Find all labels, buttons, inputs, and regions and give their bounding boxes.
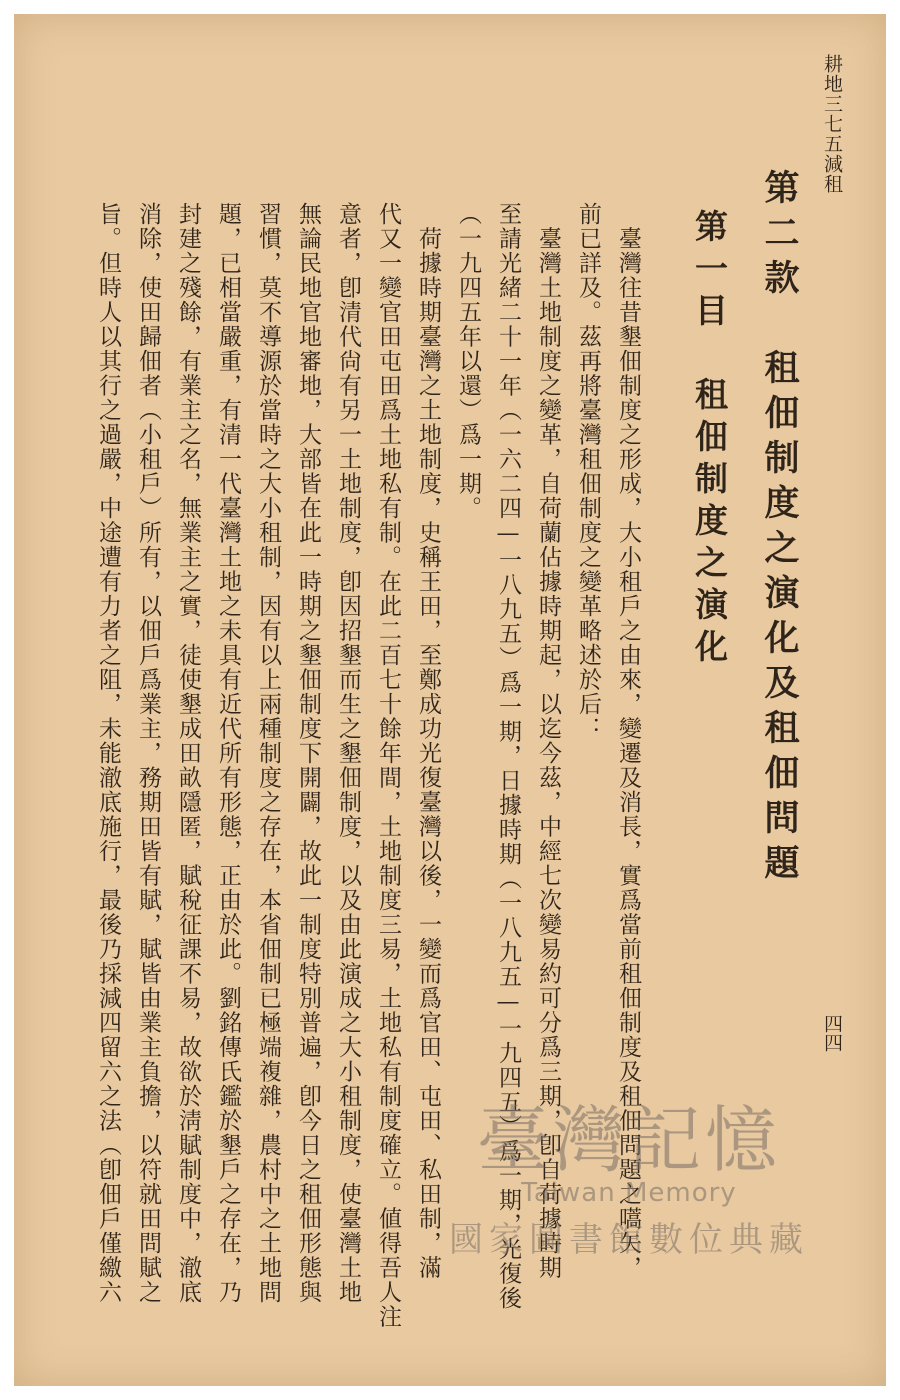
scanned-page (14, 14, 886, 1386)
sub-title: 第一目 租佃制度之演化 (690, 209, 729, 671)
body-line: 消除，使田歸佃者（小租戶）所有，以佃戶爲業主，務期田皆有賦，賦皆由業主負擔，以符就田問賦之 (135, 202, 161, 1305)
body-line: 臺灣土地制度之變革，自荷蘭佔據時期起，以迄今茲，中經七次變易約可分爲三期，卽自荷據時期 (535, 202, 561, 1280)
body-line: （一九四五年以還）爲一期。 (455, 202, 481, 521)
watermark-title: 臺灣記憶 (476, 1098, 781, 1182)
section-title: 第二款 租佃制度之演化及租佃問題 (759, 169, 800, 889)
watermark (394, 1098, 864, 1261)
body-line: 封建之殘餘，有業主之名，無業主之實，徒使墾成田畝隱匿，賦稅征課不易，故欲於淸賦制度中，澈底 (175, 202, 201, 1305)
body-line: 前已詳及。茲再將臺灣租佃制度之變革略述於后： (575, 202, 601, 741)
body-line: 荷據時期臺灣之土地制度，史稱王田，至鄭成功光復臺灣以後，一變而爲官田、屯田、私田制，滿 (415, 202, 441, 1280)
watermark-english: Taiwan Memory (521, 1178, 737, 1208)
running-head: 耕地三七五減租 (821, 54, 843, 194)
body-line: 代又一變官田屯田爲土地私有制。在此二百七十餘年間，土地制度三易，土地私有制度確立。値得吾人注 (375, 202, 401, 1329)
page-number: 四四 (821, 1014, 843, 1052)
body-line: 無論民地官地審地，大部皆在此一時期之墾佃制度下開闢，故此一制度特別普遍，卽今日之租佃形態與 (295, 202, 321, 1305)
body-line: 題，已相當嚴重，有清一代臺灣土地之未具有近代所有形態，正由於此。劉銘傳氏鑑於墾戶之存在，乃 (215, 202, 241, 1305)
watermark-subtitle: 國家圖書館數位典藏 (449, 1220, 809, 1260)
body-line: 意者，卽清代尙有另一土地制度，卽因招墾而生之墾佃制度，以及由此演成之大小租制度，使臺灣土地 (335, 202, 361, 1305)
body-line: 習慣，莫不導源於當時之大小租制，因有以上兩種制度之存在，本省佃制已極端複雜，農村中之土地問 (255, 202, 281, 1305)
body-line: 臺灣往昔墾佃制度之形成，大小租戶之由來，變遷及消長，實爲當前租佃制度及租佃問題之嚆矢， (615, 202, 641, 1280)
body-line: 旨。但時人以其行之過嚴，中途遭有力者之阻，未能澈底施行，最後乃採減四留六之法（卽佃戶僅繳六 (95, 202, 121, 1305)
body-line: 至請光緒二十一年（一六二四—一八九五）爲一期，日據時期（一八九五—一九四五）爲一期，光復後 (495, 202, 521, 1311)
